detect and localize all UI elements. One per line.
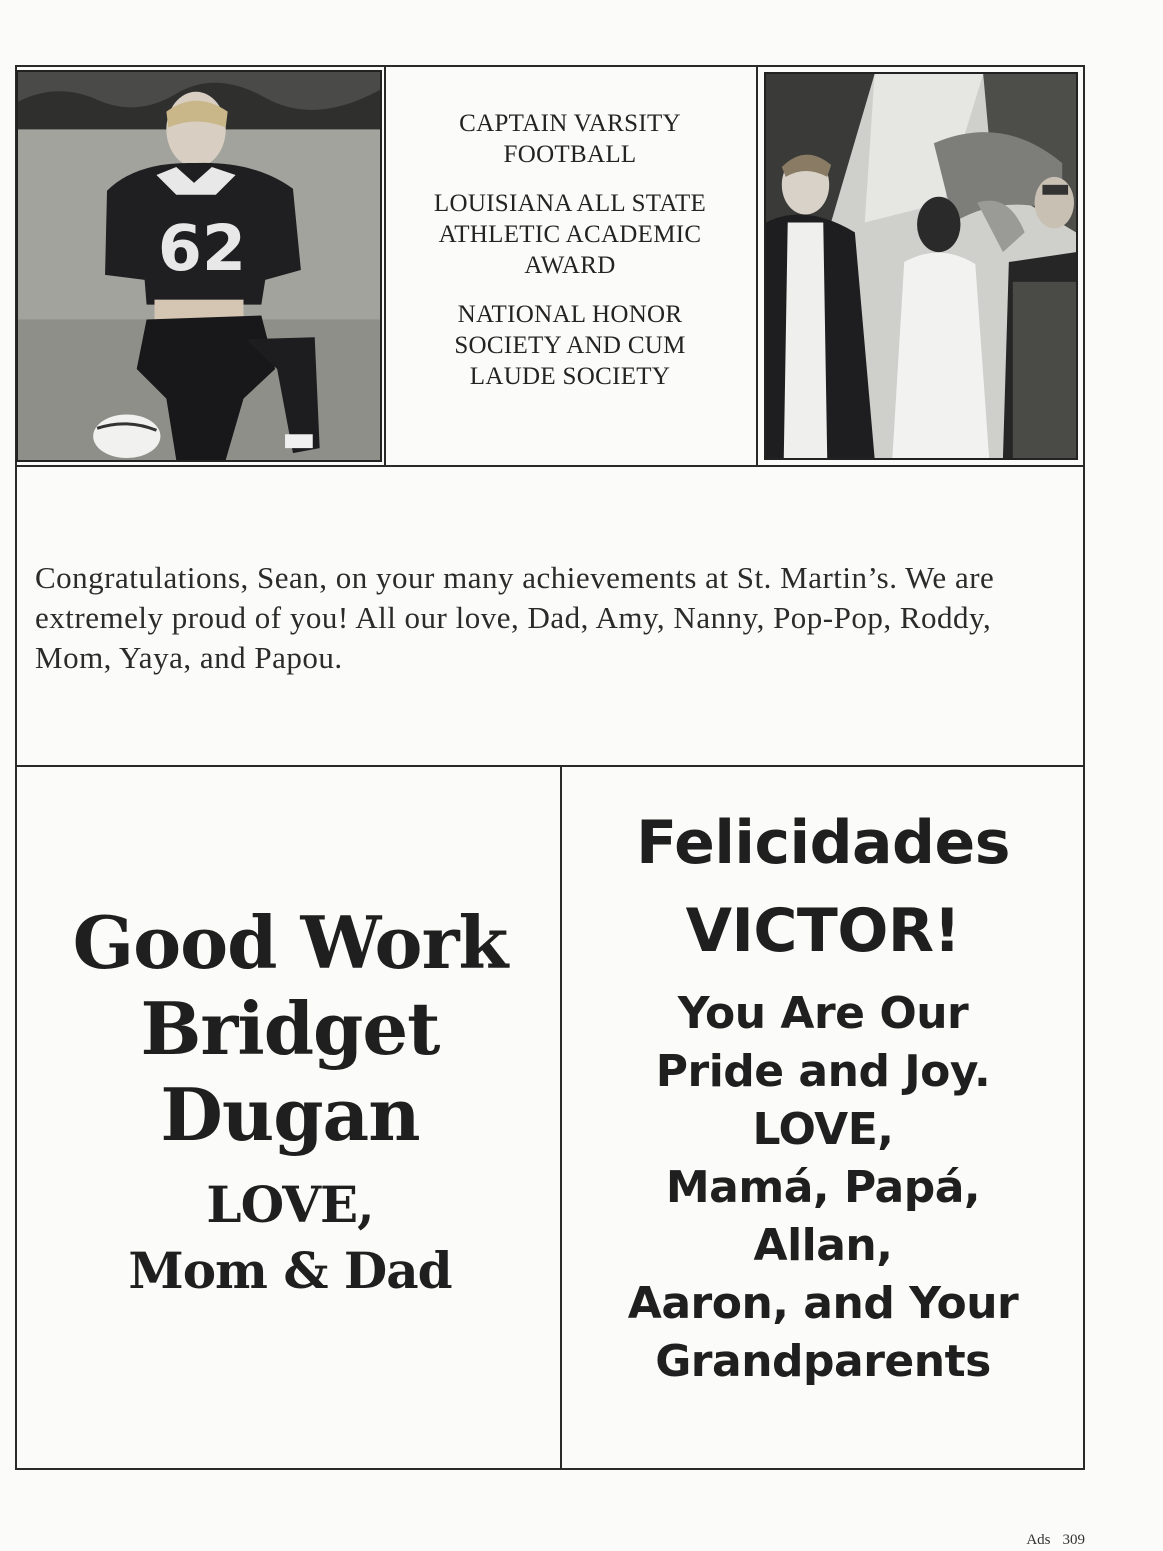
ceremony-illustration	[766, 74, 1076, 458]
bridget-ad-line2: Bridget	[140, 986, 440, 1071]
victor-ad-line3: You Are Our	[677, 988, 969, 1039]
folio-page-number: 309	[1062, 1532, 1085, 1548]
photo-left-divider	[384, 65, 386, 467]
victor-ad-line8: Aaron, and Your	[627, 1278, 1019, 1329]
bottom-ads-divider	[560, 765, 562, 1470]
victor-ad-line1: Felicidades	[636, 808, 1010, 878]
bridget-ad-line3: Dugan	[160, 1072, 420, 1157]
victor-ad-line9: Grandparents	[655, 1336, 991, 1387]
congratulations-message: Congratulations, Sean, on your many achievements at St. Martin’s. We are extremely proud of you! All our love, Dad, Amy, Nanny, Pop-Pop, Roddy, Mom, Yaya, and Papou.	[35, 560, 995, 675]
folio-section: Ads	[1026, 1532, 1051, 1548]
honors-list	[400, 108, 740, 410]
jersey-number: 62	[157, 210, 247, 285]
bridget-ad	[20, 900, 560, 1304]
ceremony-photo	[764, 72, 1078, 460]
football-player-illustration	[18, 72, 380, 460]
bridget-ad-line1: Good Work	[72, 900, 508, 985]
football-player-photo	[16, 70, 382, 462]
bridget-ad-line4: LOVE,	[206, 1175, 374, 1234]
victor-ad-line2: VICTOR!	[685, 896, 961, 966]
honor-national-honor: NATIONAL HONOR SOCIETY AND CUM LAUDE SOCIETY	[454, 301, 686, 390]
photo-right-divider	[756, 65, 758, 467]
victor-ad-line7: Allan,	[753, 1220, 893, 1271]
honor-all-state: LOUISIANA ALL STATE ATHLETIC ACADEMIC AWARD	[433, 190, 707, 279]
victor-ad-line5: LOVE,	[752, 1104, 894, 1155]
victor-ad	[563, 805, 1083, 1391]
page-folio	[1026, 1532, 1085, 1549]
top-row-divider	[15, 465, 1085, 467]
honor-captain: CAPTAIN VARSITY FOOTBALL	[459, 110, 681, 168]
victor-ad-line6: Mamá, Papá,	[665, 1162, 981, 1213]
victor-ad-line4: Pride and Joy.	[655, 1046, 991, 1097]
bridget-ad-line5: Mom & Dad	[128, 1241, 452, 1300]
